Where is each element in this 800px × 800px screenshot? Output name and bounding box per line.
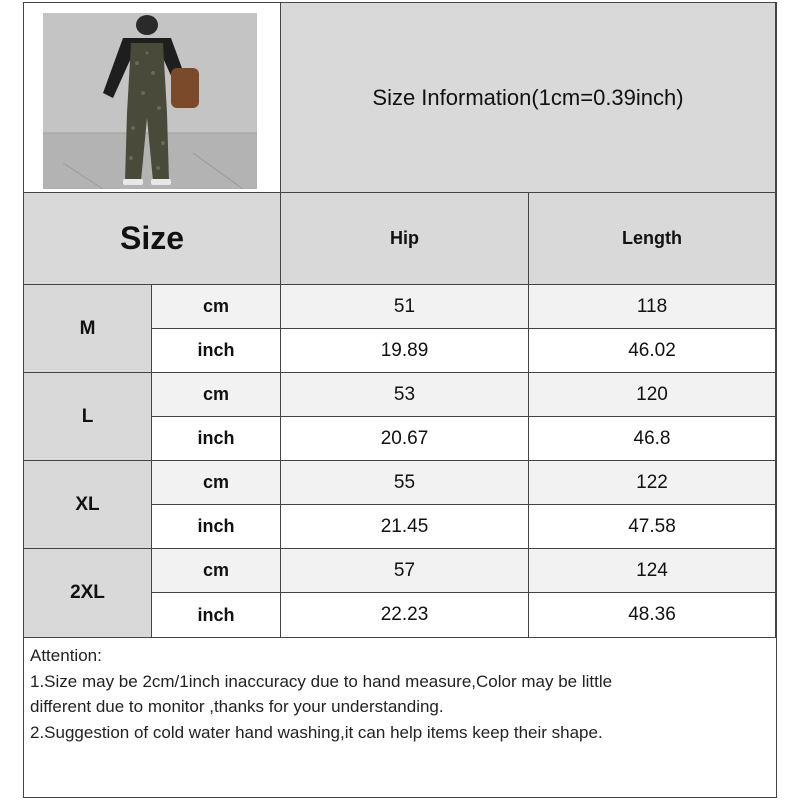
unit-label: cm bbox=[152, 461, 281, 505]
length-value: 122 bbox=[529, 461, 776, 505]
unit-label: cm bbox=[152, 373, 281, 417]
length-value: 120 bbox=[529, 373, 776, 417]
size-column-header: Size bbox=[24, 193, 281, 285]
hip-value: 57 bbox=[281, 549, 529, 593]
unit-label: cm bbox=[152, 285, 281, 329]
length-value: 46.8 bbox=[529, 417, 776, 461]
attention-line: 1.Size may be 2cm/1inch inaccuracy due to hand measure,Color may be little bbox=[30, 671, 613, 691]
attention-notes bbox=[24, 638, 776, 750]
size-info-title: Size Information(1cm=0.39inch) bbox=[281, 3, 776, 193]
length-value: 124 bbox=[529, 549, 776, 593]
length-value: 118 bbox=[529, 285, 776, 329]
hip-value: 55 bbox=[281, 461, 529, 505]
hip-value: 21.45 bbox=[281, 505, 529, 549]
length-value: 46.02 bbox=[529, 329, 776, 373]
unit-label: cm bbox=[152, 549, 281, 593]
product-photo-overalls-icon bbox=[43, 13, 257, 189]
size-chart bbox=[23, 2, 777, 798]
size-label-m: M bbox=[24, 285, 152, 373]
unit-label: inch bbox=[152, 329, 281, 373]
size-label-2xl: 2XL bbox=[24, 549, 152, 638]
hip-value: 20.67 bbox=[281, 417, 529, 461]
length-column-header: Length bbox=[529, 193, 776, 285]
size-label-l: L bbox=[24, 373, 152, 461]
length-value: 48.36 bbox=[529, 593, 776, 638]
attention-line: 2.Suggestion of cold water hand washing,it can help items keep their shape. bbox=[30, 722, 603, 742]
hip-column-header: Hip bbox=[281, 193, 529, 285]
product-photo-cell bbox=[24, 3, 281, 193]
hip-value: 53 bbox=[281, 373, 529, 417]
length-value: 47.58 bbox=[529, 505, 776, 549]
size-label-xl: XL bbox=[24, 461, 152, 549]
attention-heading: Attention: bbox=[30, 646, 102, 665]
hip-value: 51 bbox=[281, 285, 529, 329]
unit-label: inch bbox=[152, 417, 281, 461]
unit-label: inch bbox=[152, 593, 281, 638]
attention-line: different due to monitor ,thanks for your understanding. bbox=[30, 697, 444, 716]
hip-value: 22.23 bbox=[281, 593, 529, 638]
hip-value: 19.89 bbox=[281, 329, 529, 373]
unit-label: inch bbox=[152, 505, 281, 549]
